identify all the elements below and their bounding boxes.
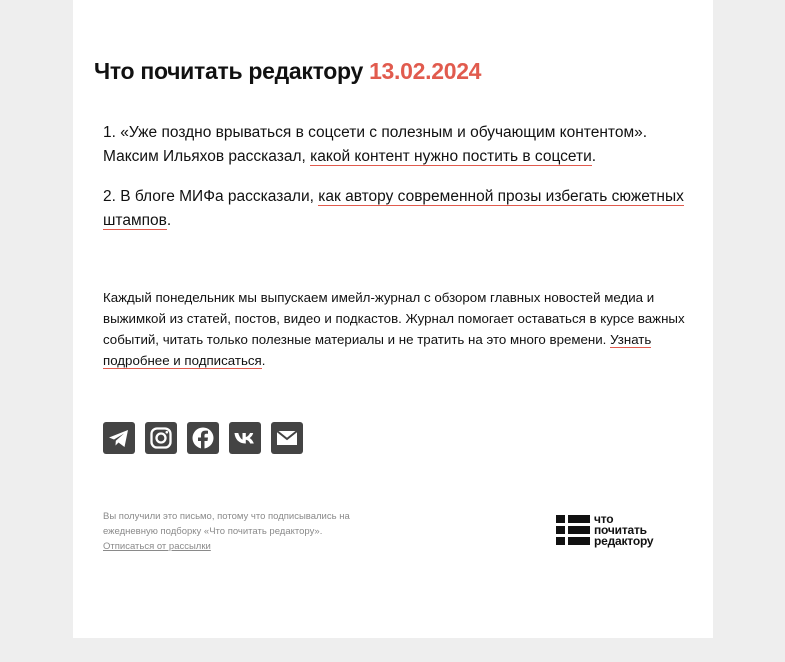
logo-line: редактору: [594, 533, 654, 548]
logo-bars-icon: [556, 515, 590, 545]
footer-note: [103, 509, 393, 554]
logo[interactable]: [556, 512, 684, 548]
list-item: [103, 121, 688, 169]
footer-text: Вы получили это письмо, потому что подписывались на ежедневную подборку «Что почитать редактору».: [103, 511, 350, 537]
item-punct: .: [166, 212, 172, 229]
about-text: Каждый понедельник мы выпускаем имейл-журнал с обзором главных новостей медиа и выжимкой из статей, постов, видео и подкастов. Журнал помогает оставаться в курсе важных событий, читать только полезные материалы и не тратить на это много времени.: [103, 290, 685, 347]
list-item: [103, 185, 688, 233]
item-text: 2. В блоге МИФа рассказали,: [103, 188, 319, 205]
logo-line: почитать: [594, 522, 647, 537]
about-punct: .: [261, 353, 266, 368]
item-link[interactable]: какой контент нужно постить в соцсети: [310, 148, 592, 165]
instagram-icon[interactable]: [145, 422, 177, 454]
about-paragraph: [103, 287, 688, 371]
page-title: [94, 58, 481, 85]
facebook-icon[interactable]: [187, 422, 219, 454]
subscribe-link[interactable]: Узнать подробнее и подписаться: [103, 332, 652, 368]
vk-icon[interactable]: [229, 422, 261, 454]
unsubscribe-link[interactable]: Отписаться от рассылки: [103, 541, 211, 552]
item-link[interactable]: как автору современной прозы избегать сюжетных штампов: [103, 188, 684, 229]
news-list: [103, 121, 688, 249]
logo-line: что: [594, 511, 614, 526]
newsletter-card: [73, 0, 713, 638]
email-icon[interactable]: [271, 422, 303, 454]
title-text: Что почитать редактору: [94, 58, 363, 84]
social-links: [103, 422, 303, 454]
telegram-icon[interactable]: [103, 422, 135, 454]
logo-wordmark: [594, 511, 654, 548]
item-punct: .: [591, 148, 597, 165]
issue-date: 13.02.2024: [369, 58, 482, 84]
item-text: 1. «Уже поздно врываться в соцсети с полезным и обучающим контентом». Максим Ильяхов рассказал,: [103, 124, 648, 165]
